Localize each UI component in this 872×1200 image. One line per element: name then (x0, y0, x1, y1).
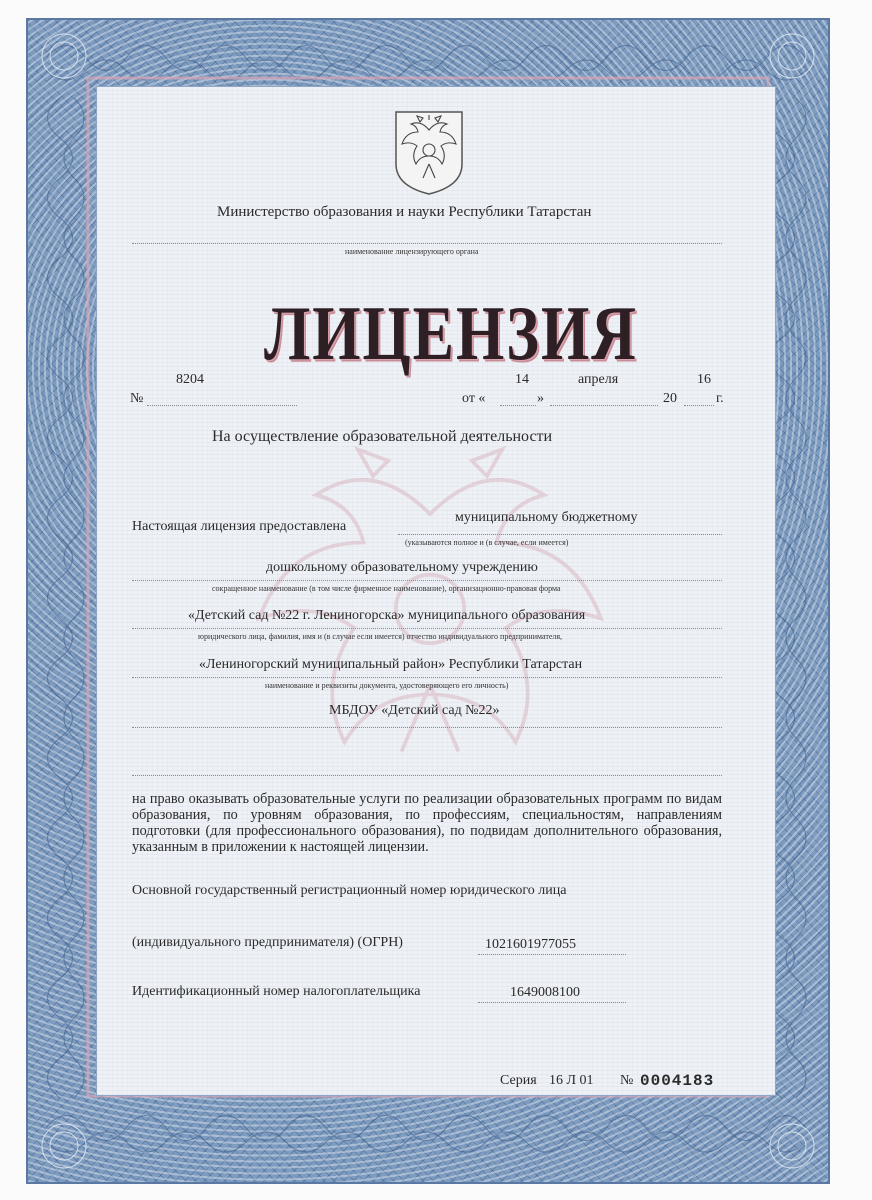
activity-title: На осуществление образовательной деятельности (212, 428, 553, 445)
year-suffix: г. (716, 391, 724, 406)
year-prefix: 20 (663, 391, 677, 406)
license-day: 14 (515, 372, 529, 387)
grantee-underline-2 (132, 580, 722, 581)
document-title: ЛИЦЕНЗИЯ (264, 291, 638, 377)
ogrn-underline (478, 954, 626, 955)
day-underline (500, 405, 536, 406)
double-headed-eagle-emblem (392, 108, 466, 196)
grantee-intro: Настоящая лицензия предоставлена (132, 519, 347, 534)
license-year: 16 (697, 372, 711, 387)
grantee-line-4: «Лениногорский муниципальный район» Республики Татарстан (199, 657, 583, 672)
month-underline (550, 405, 658, 406)
grantee-caption-1: (указываются полное и (в случае, если имеется) (405, 538, 569, 547)
grantee-underline-4 (132, 677, 722, 678)
grantee-line-3: «Детский сад №22 г. Лениногорска» муниципального образования (188, 608, 586, 623)
grantee-underline-1 (398, 534, 722, 535)
grantee-short-name: МБДОУ «Детский сад №22» (329, 703, 500, 718)
grantee-line-2: дошкольному образовательному учреждению (266, 560, 538, 575)
license-number-prefix: № (130, 391, 144, 406)
ogrn-label-line-1: Основной государственный регистрационный номер юридического лица (132, 883, 567, 898)
series-code: 16 Л 01 (549, 1073, 594, 1088)
grantee-caption-2: сокращенное наименование (в том числе фирменное наименование), организационно-правовая форма (212, 584, 561, 593)
authority-underline (132, 243, 722, 244)
year-underline (684, 405, 714, 406)
inn-label: Идентификационный номер налогоплательщика (132, 984, 421, 999)
grantee-underline-5 (132, 727, 722, 728)
rights-paragraph: на право оказывать образовательные услуги по реализации образовательных программ по видам образования, по уровням образования, по профессиям, специальностям, направлениям подготовки (для профессионального образования), по подвидам дополнительного образования, указанным в приложении к настоящей лицензии. (132, 791, 722, 855)
ogrn-value: 1021601977055 (485, 937, 576, 952)
grantee-line-1: муниципальному бюджетному (455, 510, 638, 525)
series-number-prefix: № (620, 1073, 634, 1088)
grantee-caption-4: наименование и реквизиты документа, удостоверяющего его личность) (265, 681, 509, 690)
series-number: 0004183 (640, 1072, 715, 1090)
grantee-underline-3 (132, 628, 722, 629)
date-day-close: » (537, 391, 544, 406)
license-number: 8204 (176, 372, 204, 387)
date-prefix: от « (462, 391, 486, 406)
inn-underline (478, 1002, 626, 1003)
number-underline (147, 405, 297, 406)
series-label: Серия (500, 1073, 537, 1088)
grantee-underline-6 (132, 775, 722, 776)
authority-caption: наименование лицензирующего органа (345, 247, 479, 256)
grantee-caption-3: юридического лица, фамилия, имя и (в случае если имеется) отчество индивидуального предпринимателя, (198, 632, 563, 641)
license-month: апреля (578, 372, 619, 387)
inn-value: 1649008100 (510, 985, 580, 1000)
licensing-authority-name: Министерство образования и науки Республики Татарстан (217, 204, 592, 220)
ogrn-label-line-2: (индивидуального предпринимателя) (ОГРН) (132, 935, 403, 950)
